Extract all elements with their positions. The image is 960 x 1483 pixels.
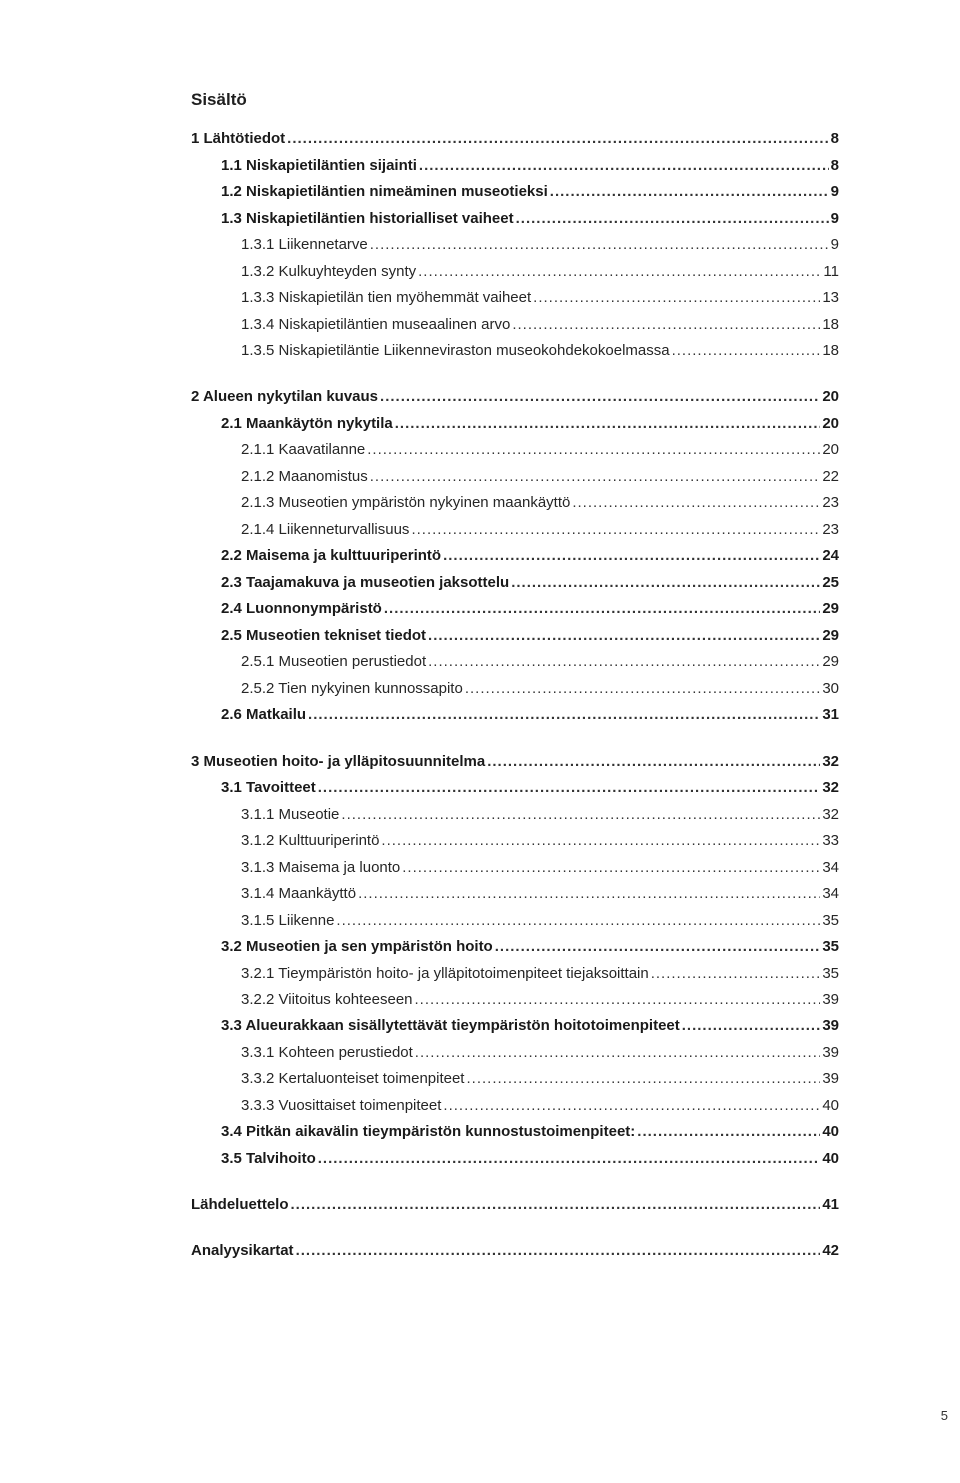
toc-entry[interactable] [191,1241,839,1261]
toc-entry-page: 22 [822,468,839,485]
dot-leader [443,1096,820,1116]
toc-entry-page: 9 [830,183,839,200]
toc-entry-page: 23 [822,521,839,538]
toc-entry-page: 32 [822,806,839,823]
toc-entry[interactable] [221,937,839,957]
toc-entry-page: 23 [822,494,839,511]
dot-leader [395,414,821,434]
dot-leader [384,599,820,619]
toc-entry[interactable] [241,964,839,984]
toc-entry-title: 2.1 Maankäytön nykytila [221,415,393,432]
toc-entry-page: 20 [822,388,839,405]
toc-entry-page: 32 [822,753,839,770]
toc-entry-page: 18 [822,342,839,359]
toc-entry-page: 35 [822,912,839,929]
toc-entry-title: 1.2 Niskapietiläntien nimeäminen museotieksi [221,183,548,200]
toc-entry[interactable] [241,831,839,851]
toc-entry-title: 1.3.5 Niskapietiläntie Liikenneviraston museokohdekokoelmassa [241,342,670,359]
dot-leader [367,440,820,460]
dot-leader [511,573,820,593]
toc-entry-title: 3.1 Tavoitteet [221,779,316,796]
toc-entry-title: 2.6 Matkailu [221,706,307,723]
toc-entry-page: 35 [822,965,839,982]
toc-entry-title: 2.3 Taajamakuva ja museotien jaksottelu [221,574,510,591]
toc-entry[interactable] [241,1096,839,1116]
toc-entry[interactable] [241,884,839,904]
dot-leader [287,129,828,149]
toc-entry-title: 1.3.4 Niskapietiläntien museaalinen arvo [241,316,511,333]
toc-entry[interactable] [241,262,839,282]
dot-leader [428,652,820,672]
dot-leader [428,626,820,646]
dot-leader [572,493,820,513]
toc-entry-title: 2.1.4 Liikenneturvallisuus [241,521,410,538]
toc-entry[interactable] [241,990,839,1010]
toc-entry-title: 3.3.1 Kohteen perustiedot [241,1044,413,1061]
page-title: Sisältö [191,90,247,109]
toc-entry-page: 33 [822,832,839,849]
toc-entry-title: 3.1.1 Museotie [241,806,340,823]
toc-entry-page: 40 [822,1123,839,1140]
toc-entry-title: Analyysikartat [191,1242,294,1259]
toc-entry-title: 3.5 Talvihoito [221,1150,316,1167]
toc-entry-page: 9 [830,236,839,253]
toc-entry-title: 1.1 Niskapietiläntien sijainti [221,157,417,174]
dot-leader [512,315,820,335]
toc-entry-page: 31 [822,706,839,723]
toc-entry[interactable] [221,599,839,619]
toc-entry-page: 41 [822,1196,839,1213]
dot-leader [318,1149,821,1169]
toc-entry-page: 39 [822,991,839,1008]
dot-leader [370,467,821,487]
toc-entry-title: 2.1.2 Maanomistus [241,468,368,485]
toc-entry-page: 18 [822,316,839,333]
dot-leader [318,778,821,798]
toc-entry-title: 3.1.5 Liikenne [241,912,335,929]
toc-entry[interactable] [221,546,839,566]
dot-leader [402,858,820,878]
toc-entry-title: 3.2.2 Viitoitus kohteeseen [241,991,413,1008]
toc-entry-title: 1 Lähtötiedot [191,130,286,147]
toc-entry[interactable] [221,156,839,176]
dot-leader [466,1069,820,1089]
dot-leader [308,705,820,725]
dot-leader [380,387,820,407]
toc-entry[interactable] [241,911,839,931]
toc-entry-title: 3.3.2 Kertaluonteiset toimenpiteet [241,1070,465,1087]
toc-entry-page: 40 [822,1097,839,1114]
toc-entry-title: 3.2 Museotien ja sen ympäristön hoito [221,938,493,955]
toc-entry-page: 13 [822,289,839,306]
dot-leader [358,884,820,904]
toc-entry[interactable] [241,520,839,540]
toc-entry[interactable] [241,493,839,513]
toc-entry-page: 20 [822,415,839,432]
toc-entry[interactable] [221,1122,839,1142]
dot-leader [415,1043,821,1063]
dot-leader [637,1122,820,1142]
toc-entry-title: 2.1.3 Museotien ympäristön nykyinen maankäyttö [241,494,571,511]
toc-entry-page: 25 [822,574,839,591]
dot-leader [495,937,821,957]
toc-entry-title: 1.3.1 Liikennetarve [241,236,368,253]
toc-entry-page: 39 [822,1044,839,1061]
dot-leader [341,805,820,825]
toc-entry-title: 3.1.3 Maisema ja luonto [241,859,401,876]
toc-entry-title: 2.2 Maisema ja kulttuuriperintö [221,547,442,564]
toc-entry[interactable] [191,752,839,772]
toc-entry[interactable] [221,209,839,229]
toc-entry-title: 3.1.2 Kulttuuriperintö [241,832,380,849]
toc-entry-title: 3.3.3 Vuosittaiset toimenpiteet [241,1097,442,1114]
toc-entry-title: Lähdeluettelo [191,1196,289,1213]
toc-entry[interactable] [221,705,839,725]
dot-leader [672,341,821,361]
dot-leader [336,911,820,931]
toc-entry-title: 1.3 Niskapietiläntien historialliset vaiheet [221,210,514,227]
toc-entry-title: 1.3.3 Niskapietilän tien myöhemmät vaiheet [241,289,532,306]
toc-entry[interactable] [241,1069,839,1089]
toc-entry[interactable] [241,235,839,255]
toc-entry-page: 29 [822,627,839,644]
toc-entry[interactable] [221,778,839,798]
dot-leader [533,288,820,308]
toc-entry[interactable] [191,1195,839,1215]
toc-entry-title: 2.5 Museotien tekniset tiedot [221,627,427,644]
toc-entry[interactable] [221,573,839,593]
toc-entry-page: 8 [830,130,839,147]
toc-entry-title: 2 Alueen nykytilan kuvaus [191,388,379,405]
toc-entry-page: 11 [823,263,839,280]
toc-entry-title: 2.5.1 Museotien perustiedot [241,653,427,670]
toc-entry-page: 30 [822,680,839,697]
toc-entry[interactable] [191,129,839,149]
toc-entry-page: 40 [822,1150,839,1167]
dot-leader [682,1016,821,1036]
toc-entry-title: 3.2.1 Tieympäristön hoito- ja ylläpitotoimenpiteet tiejaksoittain [241,965,649,982]
toc-entry-title: 3.1.4 Maankäyttö [241,885,357,902]
toc-entry-page: 20 [822,441,839,458]
toc-entry-title: 1.3.2 Kulkuyhteyden synty [241,263,417,280]
toc-entry[interactable] [241,315,839,335]
toc-entry[interactable] [221,182,839,202]
dot-leader [296,1241,821,1261]
toc-entry-title: 2.4 Luonnonympäristö [221,600,382,617]
dot-leader [443,546,820,566]
toc-entry-title: 3.3 Alueurakkaan sisällytettävät tieympäristön hoitotoimenpiteet [221,1017,680,1034]
dot-leader [370,235,829,255]
toc-entry-page: 24 [822,547,839,564]
toc-entry[interactable] [241,858,839,878]
toc-entry-page: 29 [822,653,839,670]
toc-entry-page: 39 [822,1070,839,1087]
toc-entry[interactable] [241,440,839,460]
toc-entry[interactable] [221,1149,839,1169]
toc-entry-page: 34 [822,859,839,876]
toc-entry[interactable] [221,414,839,434]
toc-entry-title: 2.1.1 Kaavatilanne [241,441,366,458]
toc-entry-title: 2.5.2 Tien nykyinen kunnossapito [241,680,463,697]
dot-leader [651,964,821,984]
toc-entry[interactable] [221,1016,839,1036]
toc-entry[interactable] [221,626,839,646]
toc-entry-title: 3 Museotien hoito- ja ylläpitosuunnitelma [191,753,486,770]
dot-leader [381,831,820,851]
toc-entry[interactable] [241,652,839,672]
toc-entry-page: 9 [830,210,839,227]
dot-leader [487,752,820,772]
toc-entry-page: 35 [822,938,839,955]
dot-leader [291,1195,821,1215]
dot-leader [516,209,829,229]
dot-leader [550,182,829,202]
toc-entry[interactable] [241,288,839,308]
toc-entry-page: 32 [822,779,839,796]
toc-entry-page: 29 [822,600,839,617]
toc-entry-page: 42 [822,1242,839,1259]
toc-entry-page: 8 [830,157,839,174]
toc-entry-page: 34 [822,885,839,902]
toc-entry[interactable] [241,341,839,361]
dot-leader [465,679,820,699]
toc-entry-page: 39 [822,1017,839,1034]
dot-leader [411,520,820,540]
toc-entry[interactable] [241,467,839,487]
dot-leader [418,262,821,282]
toc-entry[interactable] [241,1043,839,1063]
toc-entry[interactable] [191,387,839,407]
toc-entry[interactable] [241,679,839,699]
toc-entry[interactable] [241,805,839,825]
toc-entry-title: 3.4 Pitkän aikavälin tieympäristön kunnostustoimenpiteet: [221,1123,636,1140]
dot-leader [415,990,821,1010]
dot-leader [419,156,829,176]
page-number: 5 [940,1408,948,1423]
